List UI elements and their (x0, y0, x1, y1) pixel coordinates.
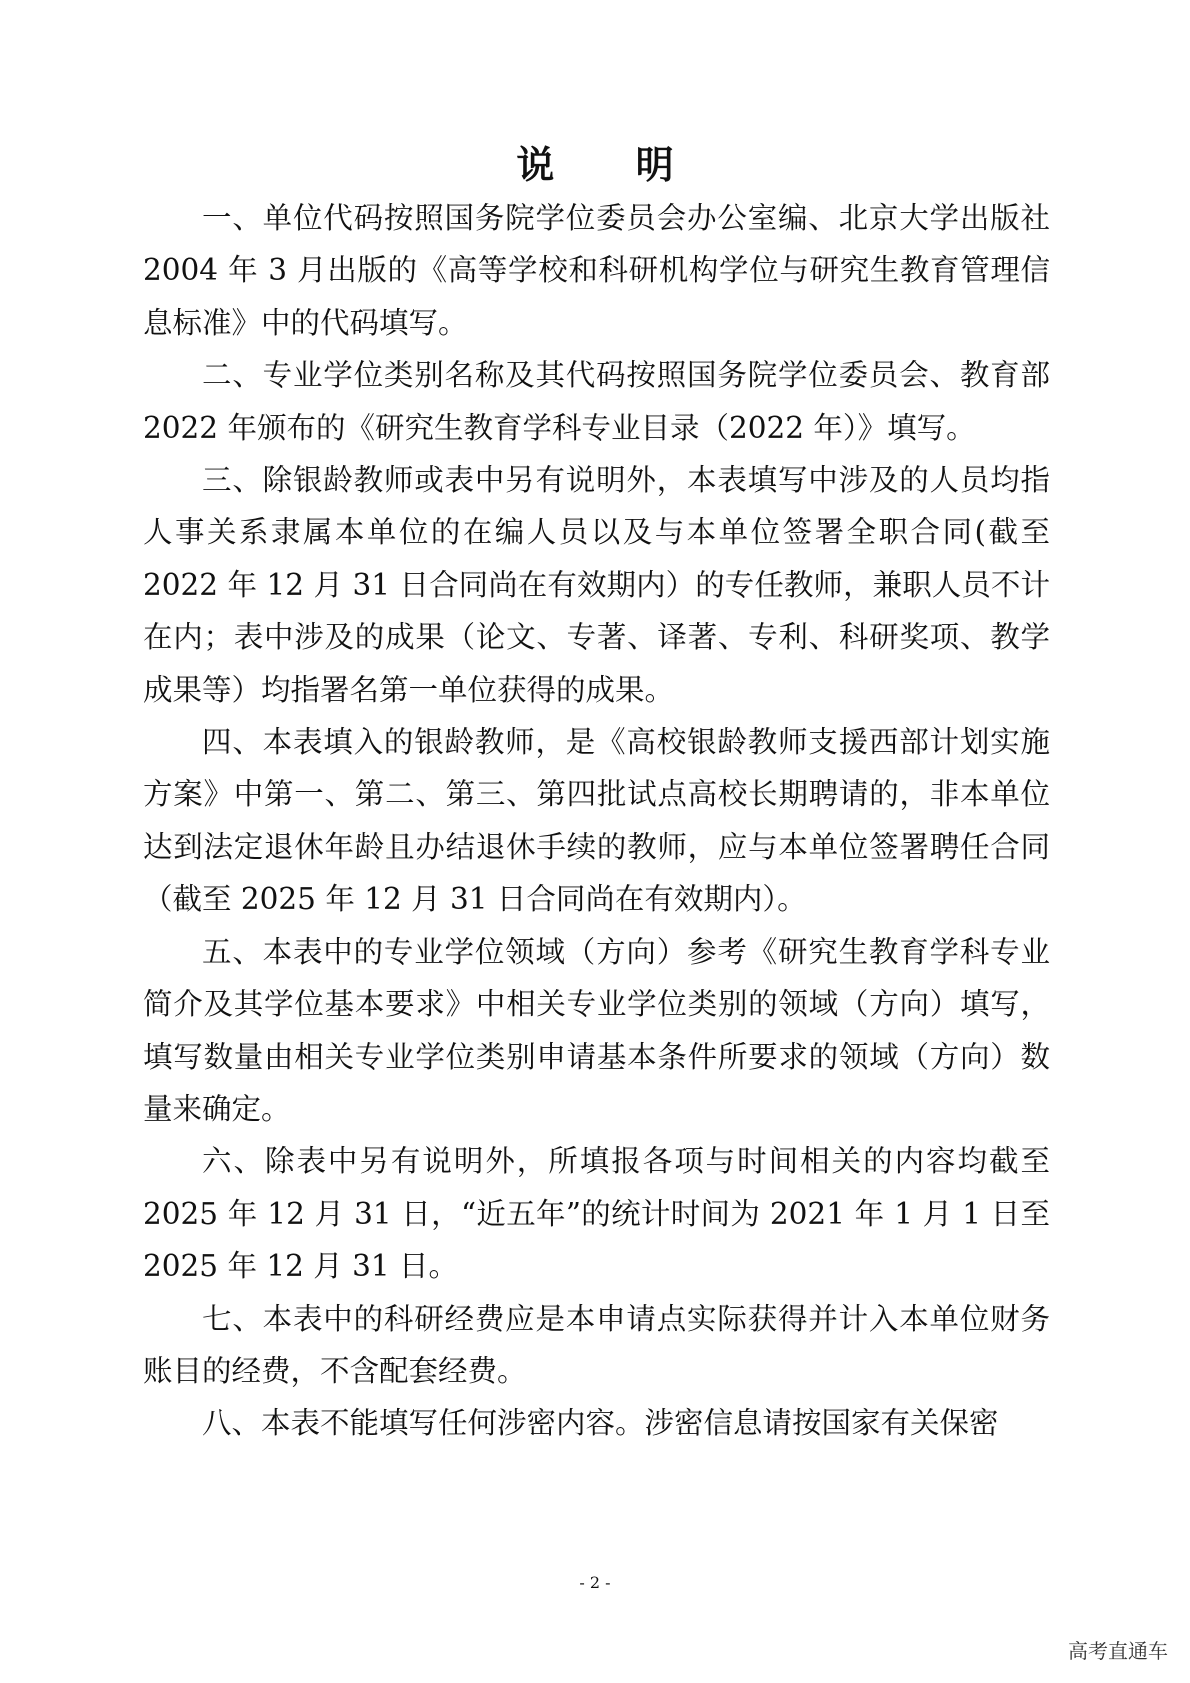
paragraph-4: 四、本表填入的银龄教师，是《高校银龄教师支援西部计划实施方案》中第一、第二、第三、第四批试点高校长期聘请的，非本单位达到法定退休年龄且办结退休手续的教师，应与本单位签署聘任合同（截至 2025 年 12 月 31 日合同尚在有效期内）。 (143, 725, 1050, 917)
paragraph-3: 三、除银龄教师或表中另有说明外，本表填写中涉及的人员均指人事关系隶属本单位的在编人员以及与本单位签署全职合同(截至 2022 年 12 月 31 日合同尚在有效期内）的专任教师，兼职人员不计在内；表中涉及的成果（论文、专著、译著、专利、科研奖项、教学成果等）均指署名第一单位获得的成果。 (143, 463, 1050, 707)
paragraph-2: 二、专业学位类别名称及其代码按照国务院学位委员会、教育部 2022 年颁布的《研究生教育学科专业目录（2022 年）》填写。 (143, 358, 1050, 445)
paragraph-6: 六、除表中另有说明外，所填报各项与时间相关的内容均截至 2025 年 12 月 31 日，“近五年”的统计时间为 2021 年 1 月 1 日至 2025 年 12 月 31 日。 (143, 1144, 1050, 1284)
page-title: 说 明 (516, 142, 708, 187)
watermark-text: 高考直通车 (1068, 1639, 1168, 1663)
page-number: - 2 - (579, 1573, 611, 1592)
document-body (143, 192, 1050, 1450)
paragraph-7: 七、本表中的科研经费应是本申请点实际获得并计入本单位财务账目的经费，不含配套经费。 (143, 1301, 1050, 1388)
paragraph-1: 一、单位代码按照国务院学位委员会办公室编、北京大学出版社 2004 年 3 月出版的《高等学校和科研机构学位与研究生教育管理信息标准》中的代码填写。 (143, 201, 1050, 340)
paragraph-8: 八、本表不能填写任何涉密内容。涉密信息请按国家有关保密 (202, 1406, 999, 1441)
paragraph-5: 五、本表中的专业学位领域（方向）参考《研究生教育学科专业简介及其学位基本要求》中相关专业学位类别的领域（方向）填写，填写数量由相关专业学位类别申请基本条件所要求的领域（方向）数量来确定。 (143, 934, 1050, 1126)
